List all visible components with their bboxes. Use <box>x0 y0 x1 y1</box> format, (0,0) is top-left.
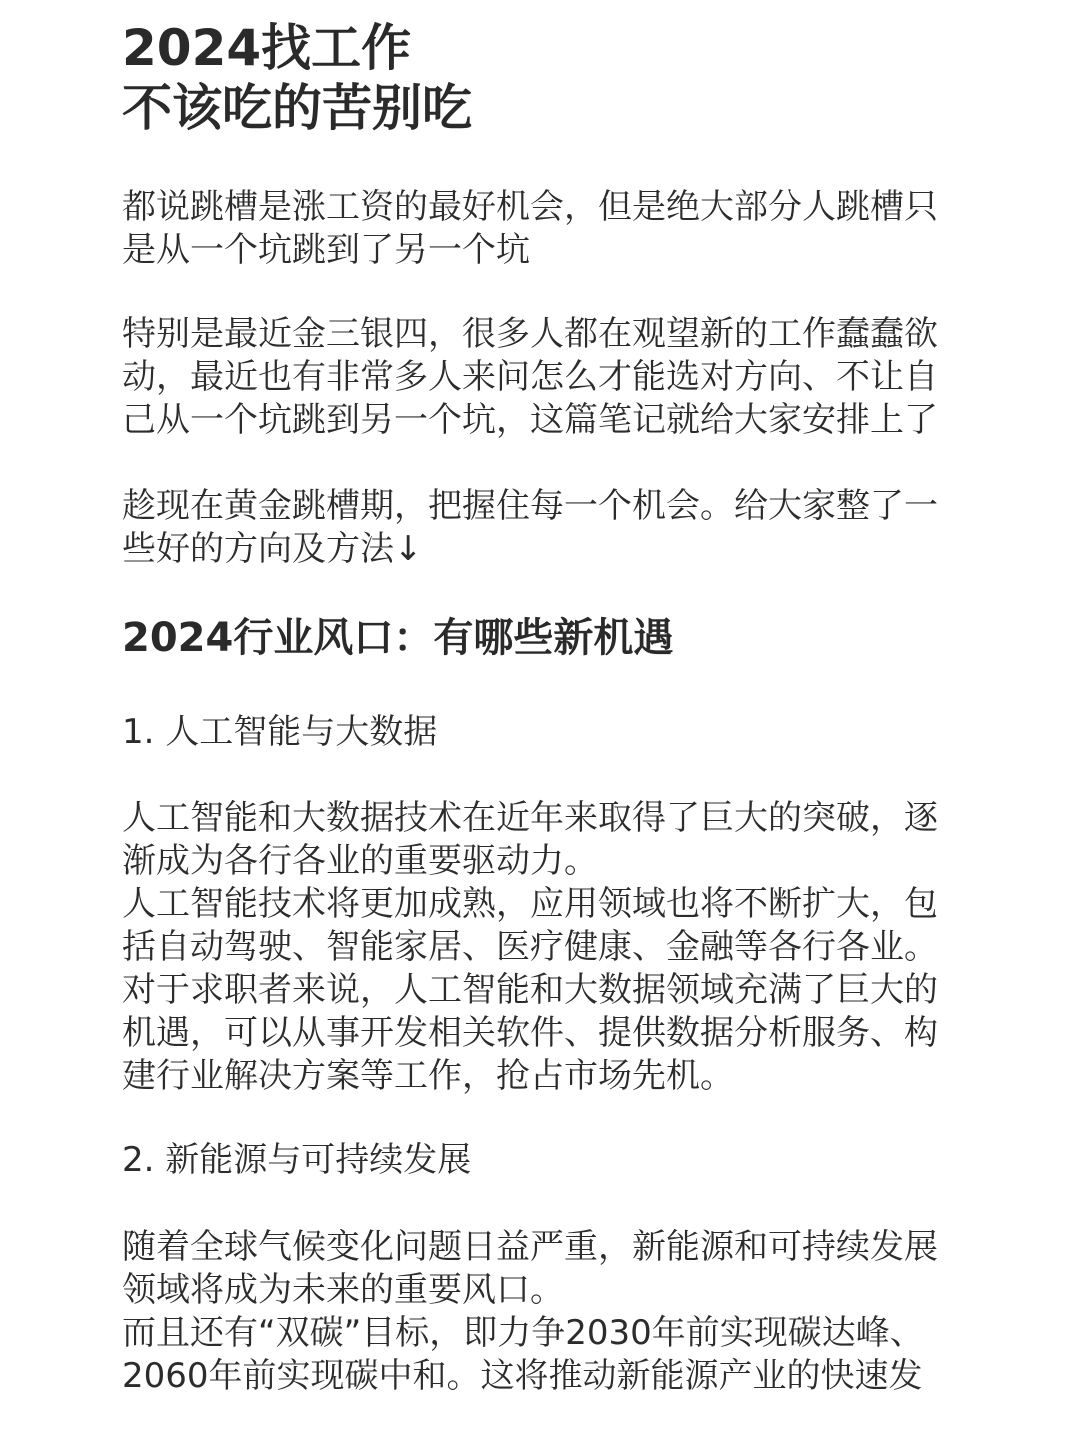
item-2-heading: 2. 新能源与可持续发展 <box>122 1140 472 1180</box>
title-line-1: 2024找工作 <box>122 19 412 77</box>
intro-paragraph-2: 特别是最近金三银四，很多人都在观望新的工作蠢蠢欲 动，最近也有非常多人来问怎么才能选对方向、不让自 己从一个坑跳到另一个坑，这篇笔记就给大家安排上了 <box>122 314 938 440</box>
item-1-heading: 1. 人工智能与大数据 <box>122 712 438 752</box>
title-line-2: 不该吃的苦别吃 <box>122 79 472 137</box>
item-1-body: 人工智能和大数据技术在近年来取得了巨大的突破，逐 渐成为各行各业的重要驱动力。 人工智能技术将更加成熟，应用领域也将不断扩大，包 括自动驾驶、智能家居、医疗健康、金融等各行各业。 对于求职者来说，人工智能和大数据领域充满了巨大的 机遇，可以从事开发相关软件、提供数据分析服务、构 建行业解决方案等工作，抢占市场先机。 <box>122 798 938 1096</box>
intro-paragraph-3: 趁现在黄金跳槽期，把握住每一个机会。给大家整了一 些好的方向及方法↓ <box>122 486 938 569</box>
page-title <box>122 18 472 138</box>
section-heading: 2024行业风口：有哪些新机遇 <box>122 615 674 661</box>
intro-paragraph-1: 都说跳槽是涨工资的最好机会，但是绝大部分人跳槽只 是从一个坑跳到了另一个坑 <box>122 187 938 270</box>
item-2-body: 随着全球气候变化问题日益严重，新能源和可持续发展 领域将成为未来的重要风口。 而且还有“双碳”目标，即力争2030年前实现碳达峰、 2060年前实现碳中和。这将推动新能源产业的快速发 <box>122 1227 938 1396</box>
